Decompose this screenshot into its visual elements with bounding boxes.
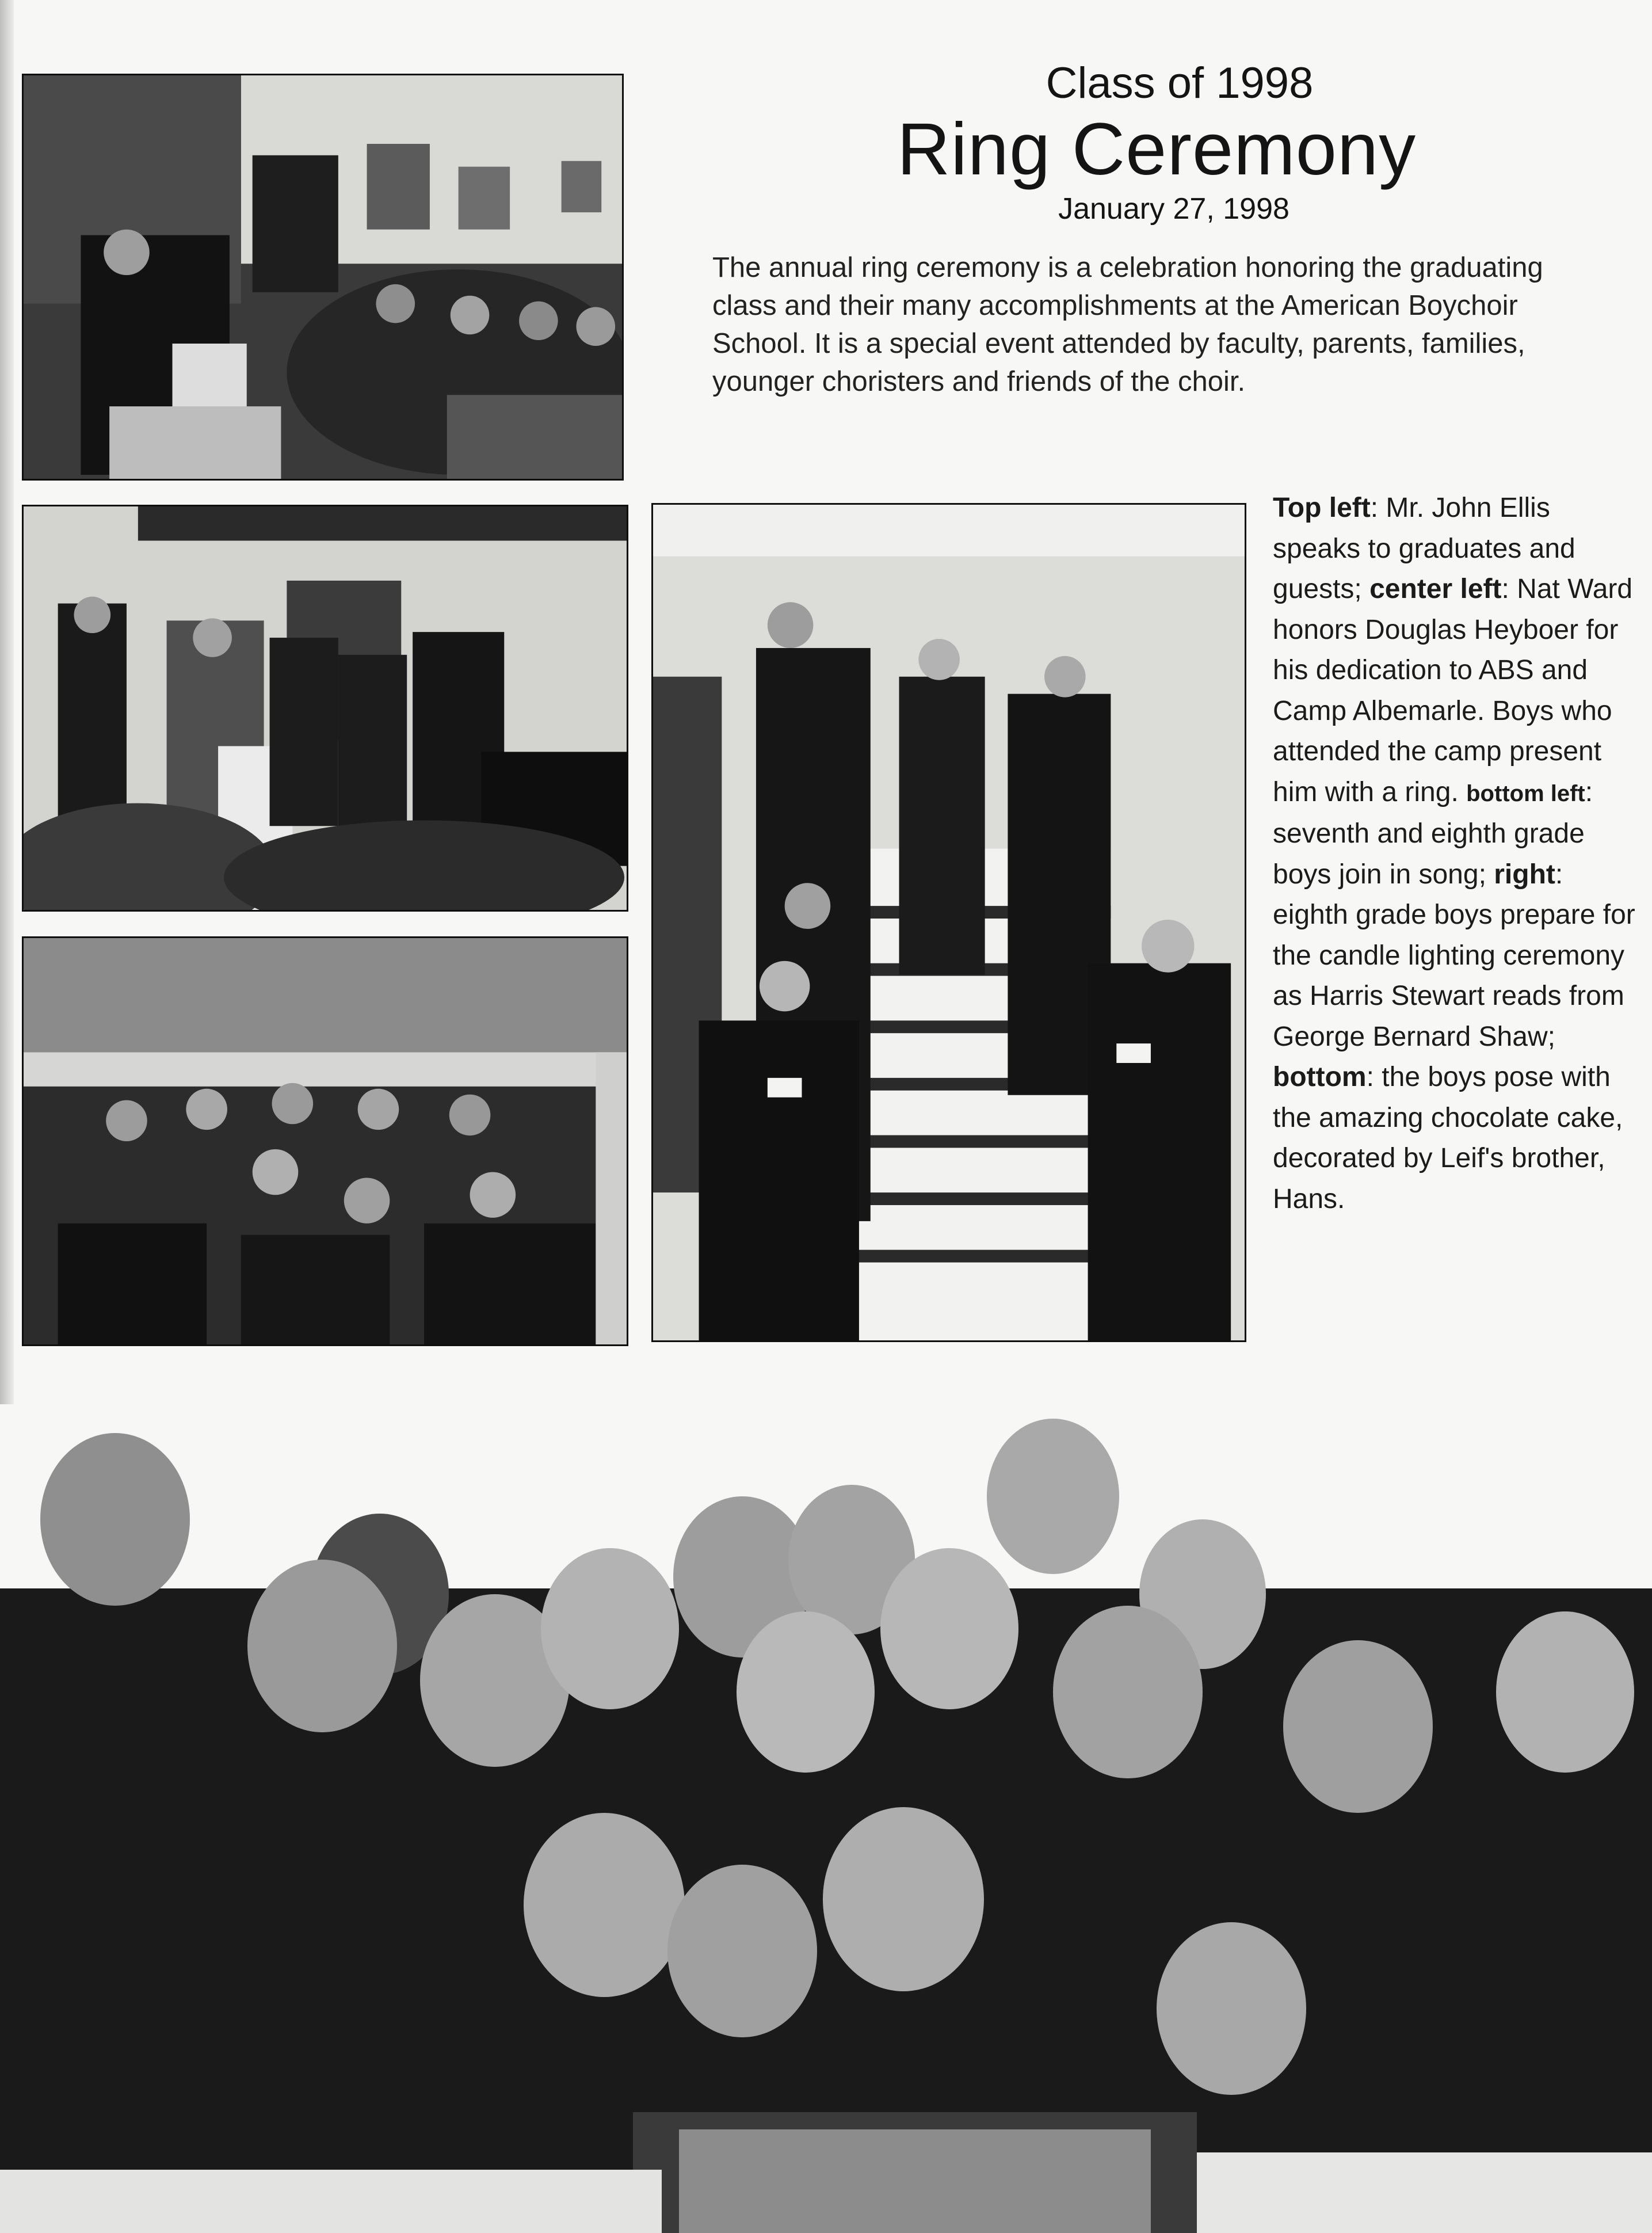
- class-line: Class of 1998: [1046, 59, 1314, 108]
- intro-paragraph: The annual ring ceremony is a celebration honoring the graduating class and their many accomplishments at the American Boychoir School. It is a special event attended by faculty, parents, families, younger choristers and friends of the choir.: [712, 252, 1543, 397]
- photo-singing: [22, 936, 628, 1346]
- caption-text-center-left: : Nat Ward honors Douglas Heyboer for his dedication to ABS and Camp Albemarle. Boys who attended the camp present him with a ring.: [1273, 574, 1633, 807]
- caption-label-bottom-left: bottom left: [1466, 780, 1585, 806]
- caption-text-bottom-left: : seventh and eighth grade boys join in song;: [1273, 776, 1593, 890]
- caption-text-bottom: : the boys pose with the amazing chocolate cake, decorated by Leif's brother, Hans.: [1273, 1062, 1623, 1214]
- header: [667, 58, 1646, 228]
- page-title: Ring Ceremony: [896, 108, 1417, 190]
- caption-label-center-left: center left: [1369, 574, 1502, 604]
- caption-text-right: : eighth grade boys prepare for the candle lighting ceremony as Harris Stewart reads from George Bernard Shaw;: [1273, 859, 1635, 1052]
- caption-label-top-left: Top left: [1273, 493, 1371, 523]
- caption-text-top-left: : Mr. John Ellis speaks to graduates and guests;: [1273, 493, 1575, 604]
- caption-label-right: right: [1494, 859, 1555, 890]
- photo-speaker: [22, 74, 624, 481]
- event-date: January 27, 1998: [1058, 192, 1289, 226]
- photo-honoring: [22, 505, 628, 912]
- photo-candle-lighting: [651, 503, 1246, 1342]
- photo-captions: [1273, 488, 1641, 1220]
- photo-group-cake: [0, 1404, 1652, 2233]
- caption-label-bottom: bottom: [1273, 1062, 1367, 1092]
